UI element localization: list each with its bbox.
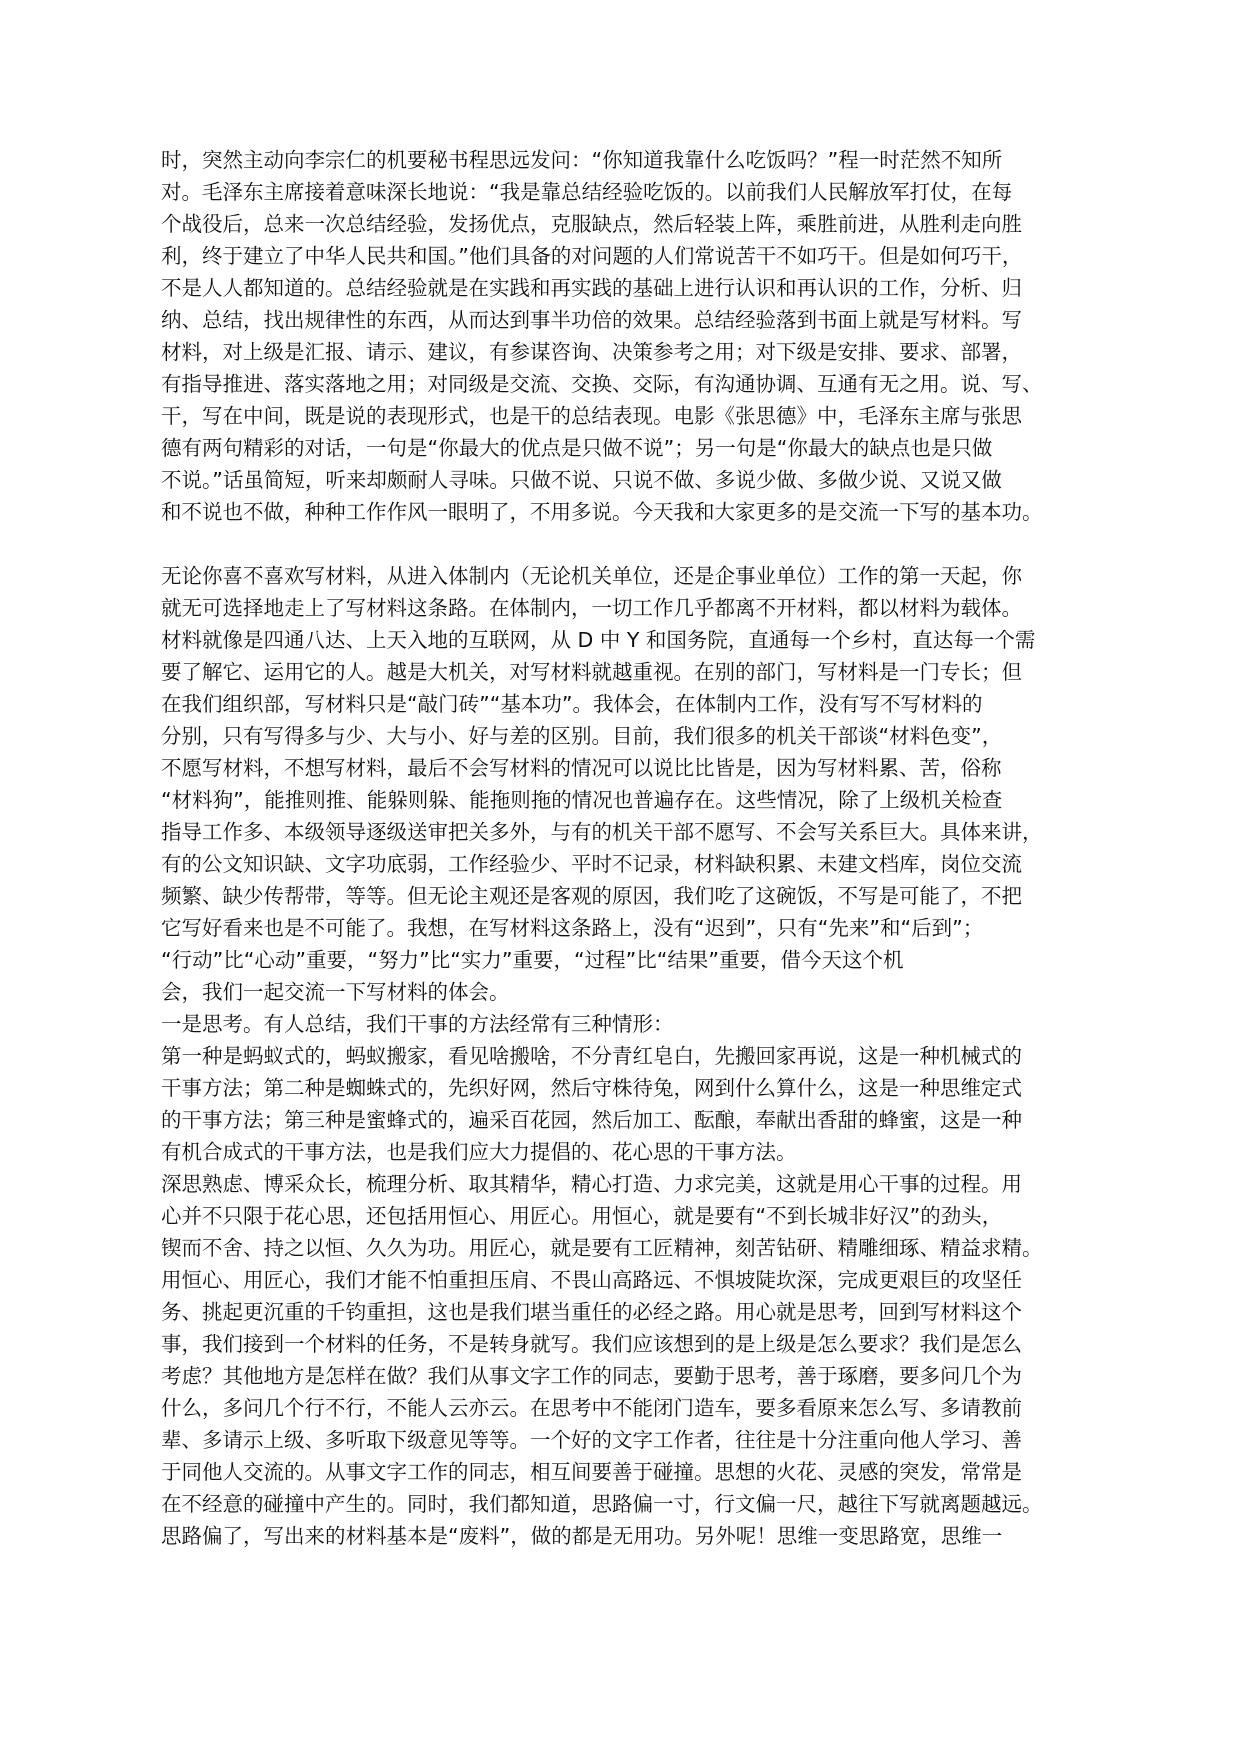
text-line: “行动”比“心动”重要，“努力”比“实力”重要，“过程”比“结果”重要，借今天这个机 xyxy=(161,948,904,972)
text-line: “材料狗”，能推则推、能躲则躲、能拖则拖的情况也普遍存在。这些情况，除了上级机关检查 xyxy=(161,788,1003,812)
text-line: 指导工作多、本级领导逐级送审把关多外，与有的机关干部不愿写、不会写关系巨大。具体来讲， xyxy=(161,820,1043,844)
text-line: 时，突然主动向李宗仁的机要秘书程思远发问：“你知道我靠什么吃饭吗？”程一时茫然不知所 xyxy=(161,148,1003,172)
text-line: 会，我们一起交流一下写材料的体会。 xyxy=(161,980,510,1004)
text-line: 分别，只有写得多与少、大与小、好与差的区别。目前，我们很多的机关干部谈“材料色变”， xyxy=(161,724,1003,748)
text-line: 就无可选择地走上了写材料这条路。在体制内，一切工作几乎都离不开材料，都以材料为载体。 xyxy=(161,596,1022,620)
text-line: 在我们组织部，写材料只是“敲门砖”“基本功”。我体会，在体制内工作，没有写不写材料的 xyxy=(161,692,983,716)
text-line: 纳、总结，找出规律性的东西，从而达到事半功倍的效果。总结经验落到书面上就是写材料。写 xyxy=(161,308,1022,332)
text-line: 考虑？其他地方是怎样在做？我们从事文字工作的同志，要勤于思考，善于琢磨，要多问几个为 xyxy=(161,1364,1022,1388)
text-line: 有指导推进、落实落地之用；对同级是交流、交换、交际，有沟通协调、互通有无之用。说、写、 xyxy=(161,372,1043,396)
text-line: 在不经意的碰撞中产生的。同时，我们都知道，思路偏一寸，行文偏一尺，越往下写就离题越远。 xyxy=(161,1492,1043,1516)
text-line: 频繁、缺少传帮带，等等。但无论主观还是客观的原因，我们吃了这碗饭，不写是可能了，不把 xyxy=(161,884,1022,908)
text-line: 不说。”话虽简短，听来却颇耐人寻味。只做不说、只说不做、多说少做、多做少说、又说又做 xyxy=(161,468,1002,492)
text-line: 利，终于建立了中华人民共和国。”他们具备的对问题的人们常说苦干不如巧干。但是如何巧干， xyxy=(161,244,1023,268)
text-line: 德有两句精彩的对话，一句是“你最大的优点是只做不说”；另一句是“你最大的缺点也是只做 xyxy=(161,436,993,460)
text-line: 务、挑起更沉重的千钧重担，这也是我们堪当重任的必经之路。用心就是思考，回到写材料这个 xyxy=(161,1300,1022,1324)
text-line: 有机合成式的干事方法，也是我们应大力提倡的、花心思的干事方法。 xyxy=(161,1140,797,1164)
text-line: 于同他人交流的。从事文字工作的同志，相互间要善于碰撞。思想的火花、灵感的突发，常常是 xyxy=(161,1460,1022,1484)
text-line: 无论你喜不喜欢写材料，从进入体制内（无论机关单位，还是企事业单位）工作的第一天起，你 xyxy=(161,564,1022,588)
text-line: 用恒心、用匠心，我们才能不怕重担压肩、不畏山高路远、不惧坡陡坎深，完成更艰巨的攻坚任 xyxy=(161,1268,1022,1292)
text-line: 不愿写材料，不想写材料，最后不会写材料的情况可以说比比皆是，因为写材料累、苦，俗称 xyxy=(161,756,1002,780)
text-line: 它写好看来也是不可能了。我想，在写材料这条路上，没有“迟到”，只有“先来”和“后到”； xyxy=(161,916,984,940)
text-line: 第一种是蚂蚁式的，蚂蚁搬家，看见啥搬啥，不分青红皂白，先搬回家再说，这是一种机械式的 xyxy=(161,1044,1022,1068)
text-line: 心并不只限于花心思，还包括用恒心、用匠心。用恒心，就是要有“不到长城非好汉”的劲头， xyxy=(161,1204,1003,1228)
text-line: 个战役后，总来一次总结经验，发扬优点，克服缺点，然后轻装上阵，乘胜前进，从胜利走向胜 xyxy=(161,212,1022,236)
text-line: 材料，对上级是汇报、请示、建议，有参谋咨询、决策参考之用；对下级是安排、要求、部署， xyxy=(161,340,1022,364)
text-line: 锲而不舍、持之以恒、久久为功。用匠心，就是要有工匠精神，刻苦钻研、精雕细琢、精益求精。 xyxy=(161,1236,1043,1260)
text-line: 事，我们接到一个材料的任务，不是转身就写。我们应该想到的是上级是怎么要求？我们是怎么 xyxy=(161,1332,1022,1356)
text-line: 要了解它、运用它的人。越是大机关，对写材料就越重视。在别的部门，写材料是一门专长；但 xyxy=(161,660,1022,684)
text-line: 和不说也不做，种种工作作风一眼明了，不用多说。今天我和大家更多的是交流一下写的基本功。 xyxy=(161,500,1043,524)
text-line: 对。毛泽东主席接着意味深长地说：“我是靠总结经验吃饭的。以前我们人民解放军打仗，在每 xyxy=(161,180,1013,204)
text-line: 深思熟虑、博采众长，梳理分析、取其精华，精心打造、力求完美，这就是用心干事的过程。用 xyxy=(161,1172,1022,1196)
text-line: 不是人人都知道的。总结经验就是在实践和再实践的基础上进行认识和再认识的工作，分析、归 xyxy=(161,276,1022,300)
text-line: 什么，多问几个行不行，不能人云亦云。在思考中不能闭门造车，要多看原来怎么写、多请教前 xyxy=(161,1396,1022,1420)
text-line: 辈、多请示上级、多听取下级意见等等。一个好的文字工作者，往往是十分注重向他人学习、善 xyxy=(161,1428,1022,1452)
text-line: 干事方法；第二种是蜘蛛式的，先织好网，然后守株待兔，网到什么算什么，这是一种思维定式 xyxy=(161,1076,1022,1100)
text-line: 一是思考。有人总结，我们干事的方法经常有三种情形： xyxy=(161,1012,674,1036)
text-line: 干，写在中间，既是说的表现形式，也是干的总结表现。电影《张思德》中，毛泽东主席与张思 xyxy=(161,404,1022,428)
text-line: 思路偏了，写出来的材料基本是“废料”，做的都是无用功。另外呢！思维一变思路宽，思维一 xyxy=(161,1524,1003,1548)
text-line: 有的公文知识缺、文字功底弱，工作经验少、平时不记录，材料缺积累、未建文档库，岗位交流 xyxy=(161,852,1022,876)
text-line: 的干事方法；第三种是蜜蜂式的，遍采百花园，然后加工、酝酿，奉献出香甜的蜂蜜，这是一种 xyxy=(161,1108,1022,1132)
text-line: 材料就像是四通八达、上天入地的互联网，从 D 中 Y 和国务院，直通每一个乡村，直达每一个需 xyxy=(161,628,1036,652)
